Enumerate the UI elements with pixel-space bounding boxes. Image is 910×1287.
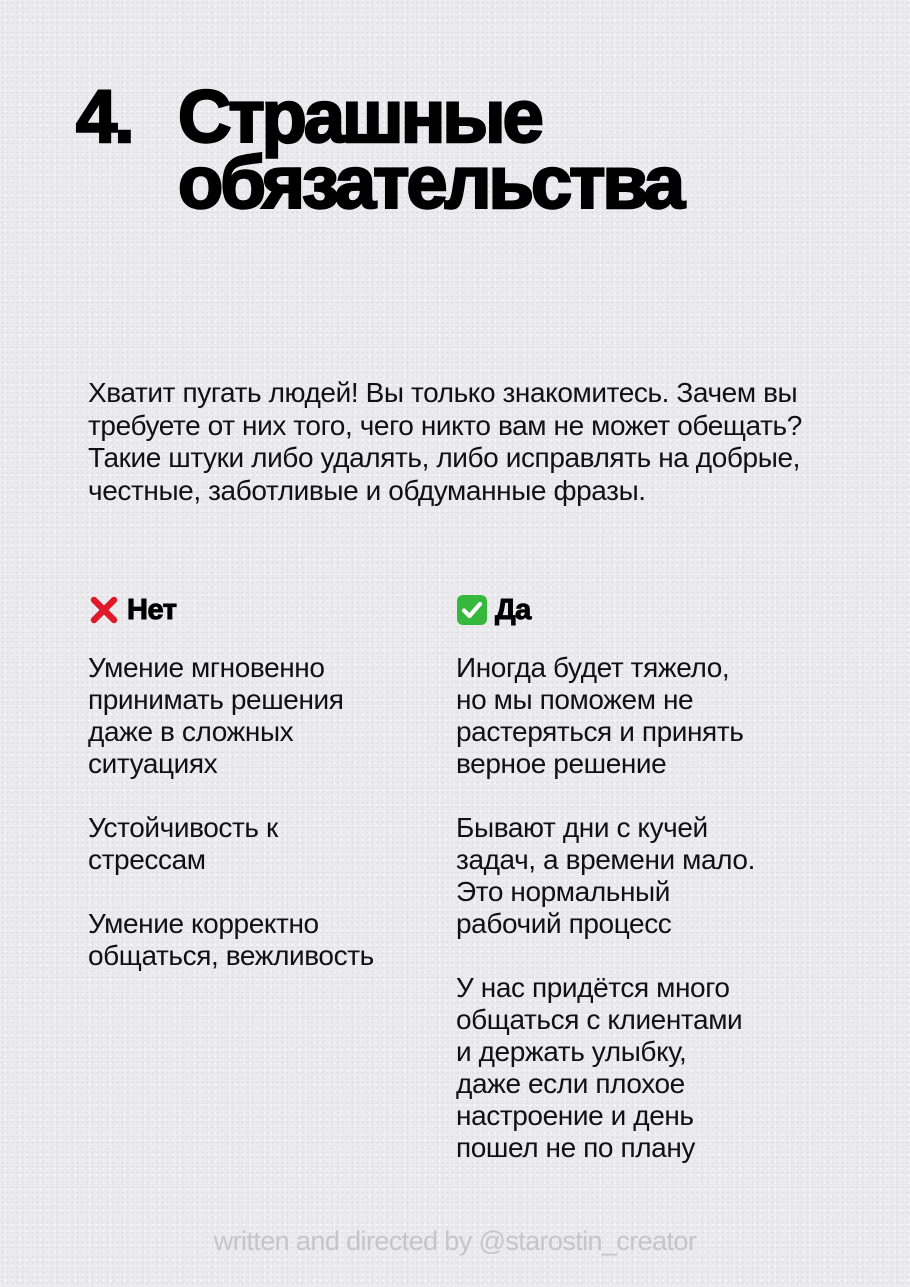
no-item: Устойчивость к стрессам [88,812,278,875]
no-item: Умение мгновенно принимать решения даже в сложных ситуациях [88,652,344,779]
yes-column-header [456,593,816,627]
yes-item: Бывают дни с кучей задач, а времени мало. Это нормальный рабочий процесс [456,812,755,939]
credits-footer: written and directed by @starostin_creator [213,1226,697,1256]
no-column [88,593,448,1004]
intro-paragraph: Хватит пугать людей! Вы только знакомитесь. Зачем вы требуете от них того, чего никто вам не может обещать? Такие штуки либо удалять, либо исправлять на добрые, честные, заботливые и обдуманные фразы. [88,377,802,506]
yes-item: У нас придётся много общаться с клиентами и держать улыбку, даже если плохое настроение и день пошел не по плану [456,972,743,1163]
section-number: 4. [76,75,132,158]
check-box-icon [456,594,488,626]
yes-column-label: Да [495,593,531,626]
yes-item: Иногда будет тяжело, но мы поможем не растеряться и принять верное решение [456,652,744,779]
page-title-line-2: обязательства [178,141,683,224]
no-item: Умение корректно общаться, вежливость [88,908,374,971]
no-column-header [88,593,448,627]
yes-column [456,593,816,1196]
no-column-label: Нет [127,593,177,626]
page-title-line-1: Страшные [178,75,541,158]
cross-mark-icon [88,594,120,626]
